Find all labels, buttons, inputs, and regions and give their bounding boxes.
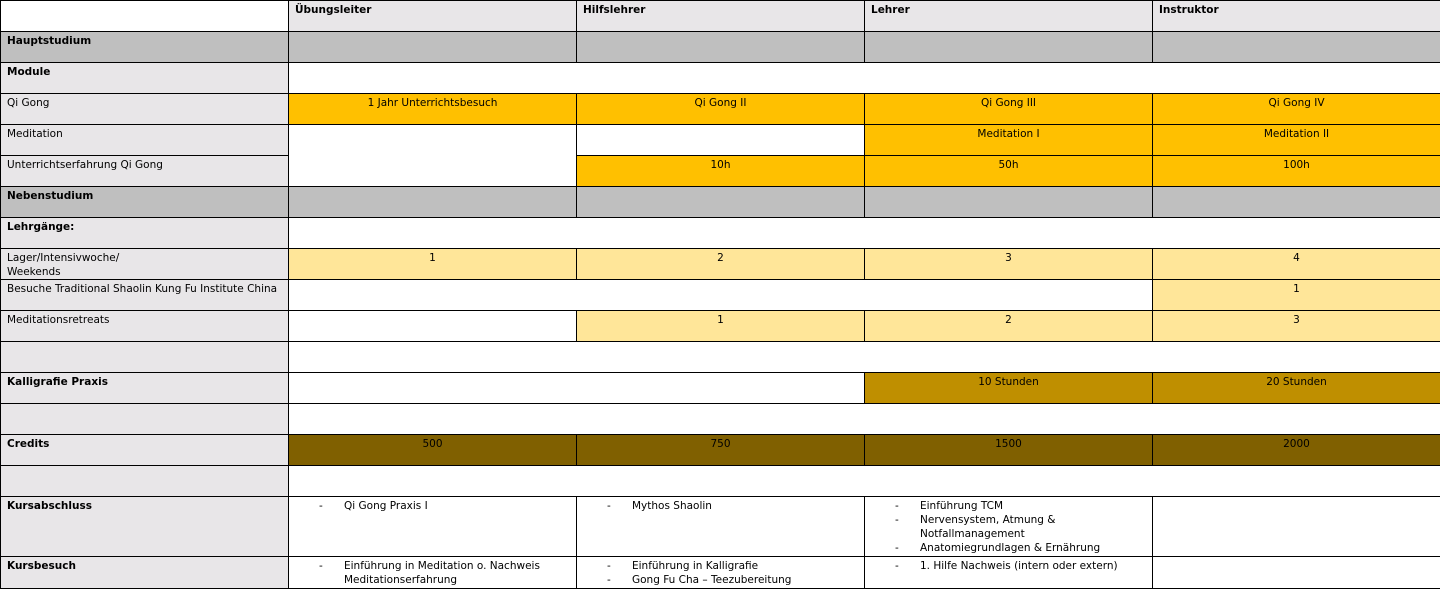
cell-qigong-2: Qi Gong II [577,94,865,125]
bullet-list [607,499,858,513]
bullet-list [895,499,1146,555]
cell-lager-2: 2 [577,249,865,280]
header-instruktor: Instruktor [1153,1,1440,32]
cell-kursabschluss-3 [865,497,1153,557]
cell-qigong-4: Qi Gong IV [1153,94,1440,125]
section-hauptstudium [1,32,1440,63]
row-label: Meditationsretreats [1,311,289,342]
list-item: - Einführung TCM [895,499,1146,513]
row-label: Kalligrafie Praxis [1,373,289,404]
list-item: - Qi Gong Praxis I [319,499,570,513]
list-item: - Einführung in Kalligrafie [607,559,858,573]
section-label: Hauptstudium [1,32,289,63]
row-label: Lager/Intensivwoche/ Weekends [1,249,289,280]
cell-unterricht-3: 50h [865,156,1153,187]
row-kalligrafie [1,373,1440,404]
list-item: - Mythos Shaolin [607,499,858,513]
list-item: - 1. Hilfe Nachweis (intern oder extern) [895,559,1146,573]
list-item: - Nervensystem, Atmung & Notfallmanagement [895,513,1146,541]
cell-retreats-4: 3 [1153,311,1440,342]
row-label: Kursbesuch [1,557,289,589]
cell-kursbesuch-1 [289,557,577,589]
cell-unterricht-2: 10h [577,156,865,187]
section-label: Nebenstudium [1,187,289,218]
row-label: Besuche Traditional Shaolin Kung Fu Institute China [1,280,289,311]
module-label: Module [1,63,289,94]
row-credits [1,435,1440,466]
row-label: Meditation [1,125,289,156]
bullet-list [607,559,858,587]
cell-retreats-2: 1 [577,311,865,342]
cell-qigong-3: Qi Gong III [865,94,1153,125]
list-item: - Einführung in Meditation o. Nachweis Meditationserfahrung [319,559,570,587]
list-item: - Anatomiegrundlagen & Ernährung [895,541,1146,555]
lehrgaenge-row [1,218,1440,249]
spacer-row [1,466,1440,497]
bullet-list [895,559,1146,573]
row-kursbesuch [1,557,1440,589]
row-label: Qi Gong [1,94,289,125]
cell-kursbesuch-3 [865,557,1153,589]
row-label: Unterrichtserfahrung Qi Gong [1,156,289,187]
cell-credits-1: 500 [289,435,577,466]
spacer-row [1,404,1440,435]
bullet-list [319,559,570,587]
cell-meditation-3: Meditation I [865,125,1153,156]
cell-unterricht-4: 100h [1153,156,1440,187]
module-row [1,63,1440,94]
row-besuche [1,280,1440,311]
list-item: - Gong Fu Cha – Teezubereitung [607,573,858,587]
header-lehrer: Lehrer [865,1,1153,32]
cell-credits-4: 2000 [1153,435,1440,466]
row-qigong [1,94,1440,125]
cell-kursabschluss-2 [577,497,865,557]
cell-kalligrafie-3: 10 Stunden [865,373,1153,404]
cell-kursbesuch-2 [577,557,865,589]
row-label: Credits [1,435,289,466]
header-hilfslehrer: Hilfslehrer [577,1,865,32]
row-lager [1,249,1440,280]
lehrgaenge-label: Lehrgänge: [1,218,289,249]
corner-cell [1,1,289,32]
bullet-list [319,499,570,513]
cell-meditation-4: Meditation II [1153,125,1440,156]
header-row [1,1,1440,32]
row-meditation [1,125,1440,156]
cell-credits-3: 1500 [865,435,1153,466]
cell-lager-4: 4 [1153,249,1440,280]
cell-lager-1: 1 [289,249,577,280]
spacer-row [1,342,1440,373]
cell-lager-3: 3 [865,249,1153,280]
row-unterricht [1,156,1440,187]
cell-qigong-1: 1 Jahr Unterrichtsbesuch [289,94,577,125]
cell-kalligrafie-4: 20 Stunden [1153,373,1440,404]
row-label: Kursabschluss [1,497,289,557]
cell-kursabschluss-1 [289,497,577,557]
row-retreats [1,311,1440,342]
cell-retreats-3: 2 [865,311,1153,342]
cell-credits-2: 750 [577,435,865,466]
cell-besuche-4: 1 [1153,280,1440,311]
section-nebenstudium [1,187,1440,218]
header-uebungsleiter: Übungsleiter [289,1,577,32]
row-kursabschluss [1,497,1440,557]
